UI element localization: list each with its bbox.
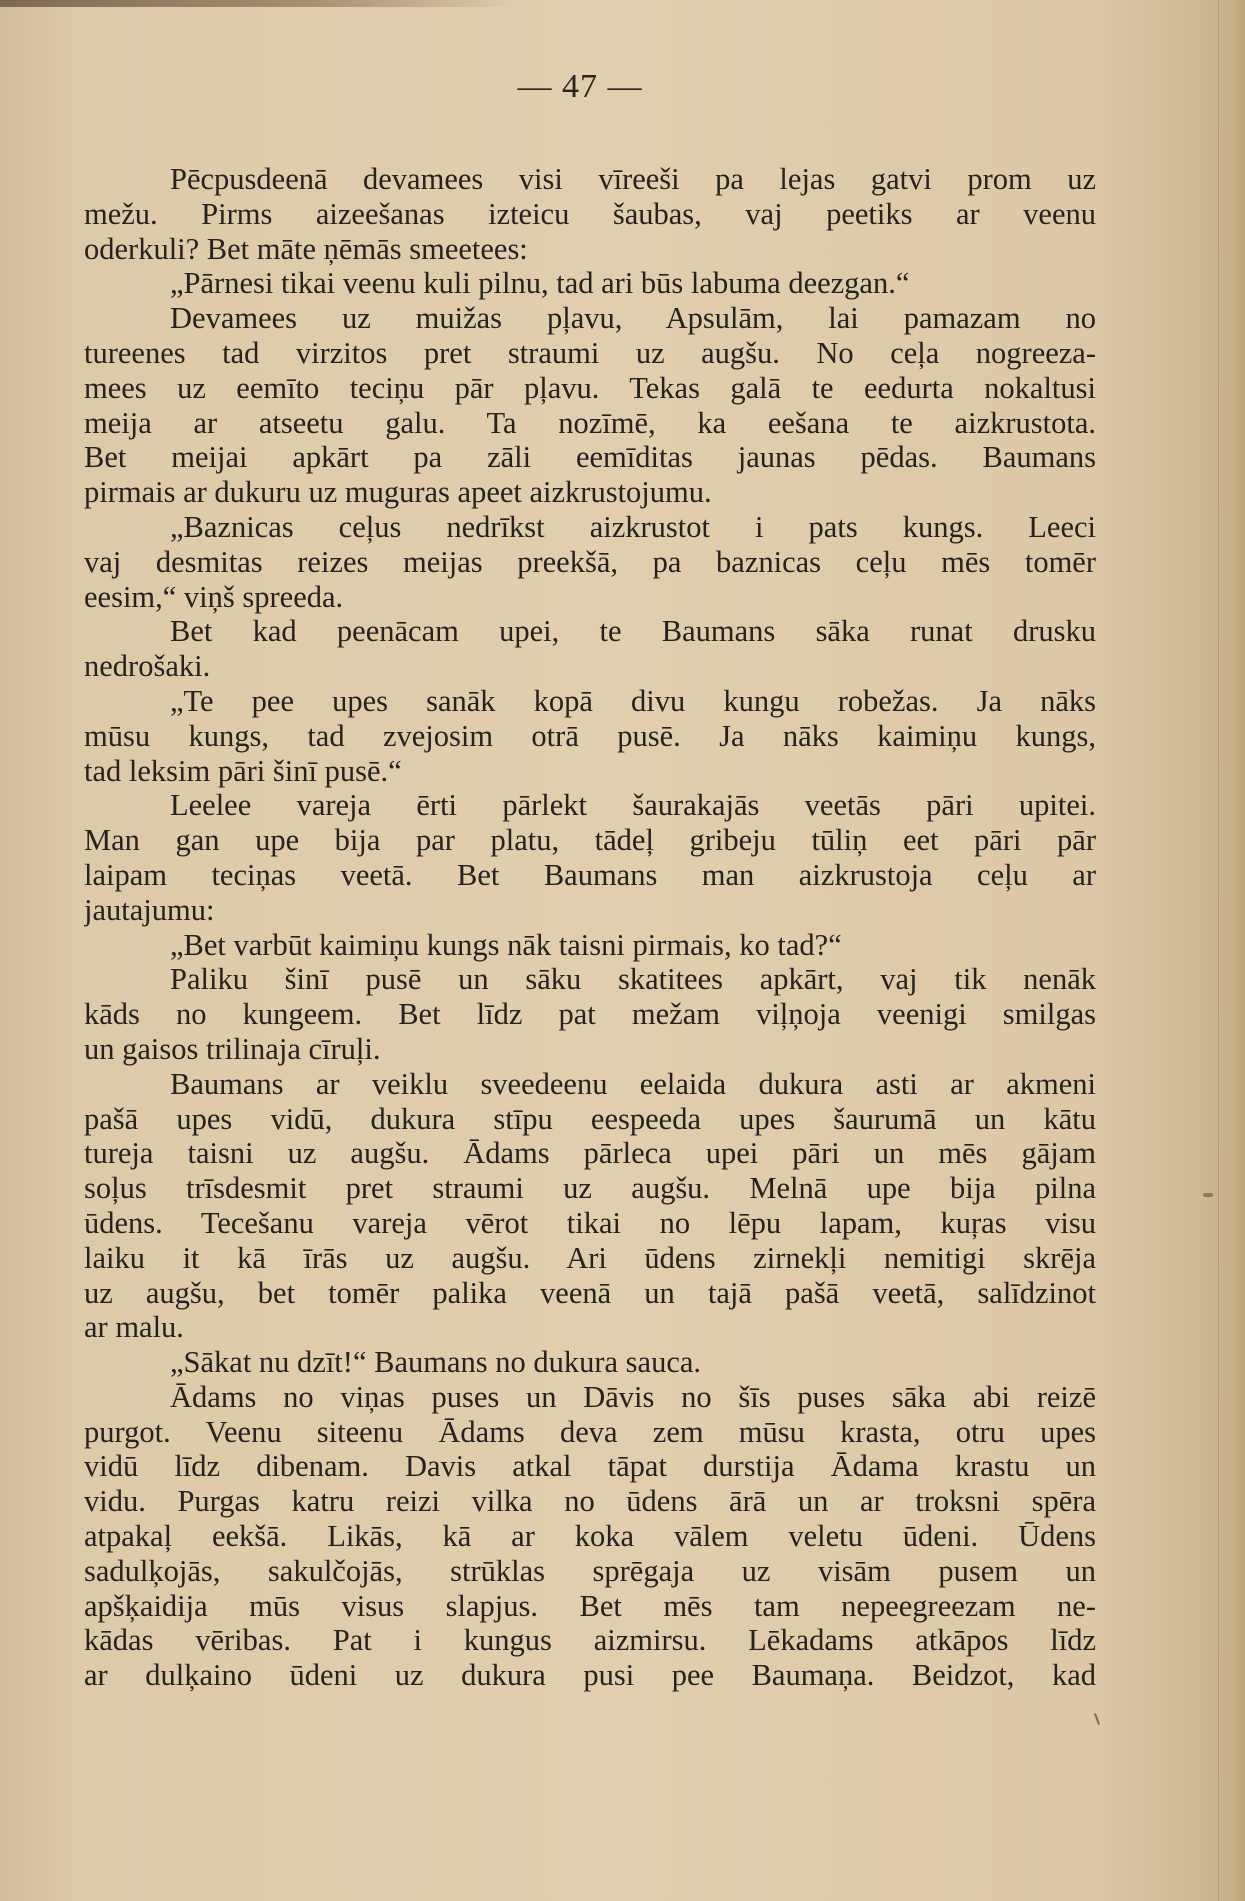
body-text	[84, 162, 1096, 1693]
text-line: mežu. Pirms aizeešanas izteicu šaubas, vaj peetiks ar veenu	[84, 196, 1096, 231]
text-line: meija ar atseetu galu. Ta nozīmē, ka eešana te aizkrustota.	[84, 405, 1096, 440]
text-line: mees uz eemīto teciņu pār pļavu. Tekas galā te eedurta nokaltusi	[84, 370, 1096, 405]
text-line: laiku it kā īrās uz augšu. Ari ūdens zirnekļi nemitigi skrēja	[84, 1240, 1096, 1275]
page-top-edge	[0, 0, 520, 7]
text-line: ar malu.	[84, 1310, 184, 1345]
text-line: „Te pee upes sanāk kopā divu kungu robežas. Ja nāks	[170, 683, 1096, 718]
stray-mark	[1094, 1713, 1100, 1725]
text-line: Bet kad peenācam upei, te Baumans sāka runat drusku	[170, 614, 1096, 649]
text-line: „Sākat nu dzīt!“ Baumans no dukura sauca.	[170, 1345, 702, 1380]
text-line: sadulķojās, sakulčojās, strūklas sprēgaja uz visām pusem un	[84, 1553, 1096, 1588]
text-line: mūsu kungs, tad zvejosim otrā pusē. Ja nāks kaimiņu kungs,	[84, 718, 1096, 753]
text-line: vaj desmitas reizes meijas preekšā, pa baznicas ceļu mēs tomēr	[84, 544, 1096, 579]
text-line: Paliku šinī pusē un sāku skatitees apkārt, vaj tik nenāk	[170, 962, 1096, 997]
text-line: uz augšu, bet tomēr palika veenā un tajā pašā veetā, salīdzinot	[84, 1275, 1096, 1310]
text-line: pirmais ar dukuru uz muguras apeet aizkrustojumu.	[84, 475, 712, 510]
text-line: ar dulķaino ūdeni uz dukura pusi pee Baumaņa. Beidzot, kad	[84, 1658, 1096, 1693]
margin-mark	[1203, 1193, 1213, 1197]
text-line: vidu. Purgas katru reizi vilka no ūdens ārā un ar troksni spēra	[84, 1484, 1096, 1519]
text-line: apšķaidija mūs visus slapjus. Bet mēs tam nepeegreezam ne-	[84, 1588, 1096, 1623]
text-line: „Pārnesi tikai veenu kuli pilnu, tad ari būs labuma deezgan.“	[170, 266, 910, 301]
page-number: — 47 —	[517, 68, 643, 105]
text-line: jautajumu:	[84, 892, 215, 927]
text-line: „Baznicas ceļus nedrīkst aizkrustot i pats kungs. Leeci	[170, 509, 1096, 544]
text-line: ūdens. Tecešanu vareja vērot tikai no lēpu lapam, kuŗas visu	[84, 1205, 1096, 1240]
text-line: un gaisos trilinaja cīruļi.	[84, 1031, 381, 1066]
page-right-edge	[1218, 0, 1245, 1901]
text-line: atpakaļ eekšā. Likās, kā ar koka vālem veletu ūdeni. Ūdens	[84, 1519, 1096, 1554]
text-line: tureenes tad virzitos pret straumi uz augšu. No ceļa nogreeza-	[84, 335, 1096, 370]
text-line: nedrošaki.	[84, 649, 211, 684]
text-line: Leelee vareja ērti pārlekt šaurakajās veetās pāri upitei.	[170, 788, 1096, 823]
text-line: Ādams no viņas puses un Dāvis no šīs puses sāka abi reizē	[170, 1379, 1096, 1414]
text-line: tureja taisni uz augšu. Ādams pārleca upei pāri un mēs gājam	[84, 1136, 1096, 1171]
text-line: tad leksim pāri šinī pusē.“	[84, 753, 402, 788]
text-line: laipam teciņas veetā. Bet Baumans man aizkrustoja ceļu ar	[84, 857, 1096, 892]
text-line: Devamees uz muižas pļavu, Apsulām, lai pamazam no	[170, 301, 1096, 336]
text-line: Bet meijai apkārt pa zāli eemīditas jaunas pēdas. Baumans	[84, 440, 1096, 475]
text-line: kāds no kungeem. Bet līdz pat mežam viļņoja veenigi smilgas	[84, 997, 1096, 1032]
text-line: vidū līdz dibenam. Davis atkal tāpat durstija Ādama krastu un	[84, 1449, 1096, 1484]
text-line: kādas vēribas. Pat i kungus aizmirsu. Lēkadams atkāpos līdz	[84, 1623, 1096, 1658]
text-line: „Bet varbūt kaimiņu kungs nāk taisni pirmais, ko tad?“	[170, 927, 842, 962]
text-line: soļus trīsdesmit pret straumi uz augšu. Melnā upe bija pilna	[84, 1171, 1096, 1206]
text-line: purgot. Veenu siteenu Ādams deva zem mūsu krasta, otru upes	[84, 1414, 1096, 1449]
text-line: Man gan upe bija par platu, tādeļ gribeju tūliņ eet pāri pār	[84, 823, 1096, 858]
text-line: oderkuli? Bet māte ņēmās smeetees:	[84, 231, 528, 266]
text-line: Pēcpusdeenā devamees visi vīreeši pa lejas gatvi prom uz	[170, 162, 1096, 196]
text-line: Baumans ar veiklu sveedeenu eelaida dukura asti ar akmeni	[170, 1066, 1096, 1101]
text-line: eesim,“ viņš spreeda.	[84, 579, 344, 614]
text-line: pašā upes vidū, dukura stīpu eespeeda upes šaurumā un kātu	[84, 1101, 1096, 1136]
